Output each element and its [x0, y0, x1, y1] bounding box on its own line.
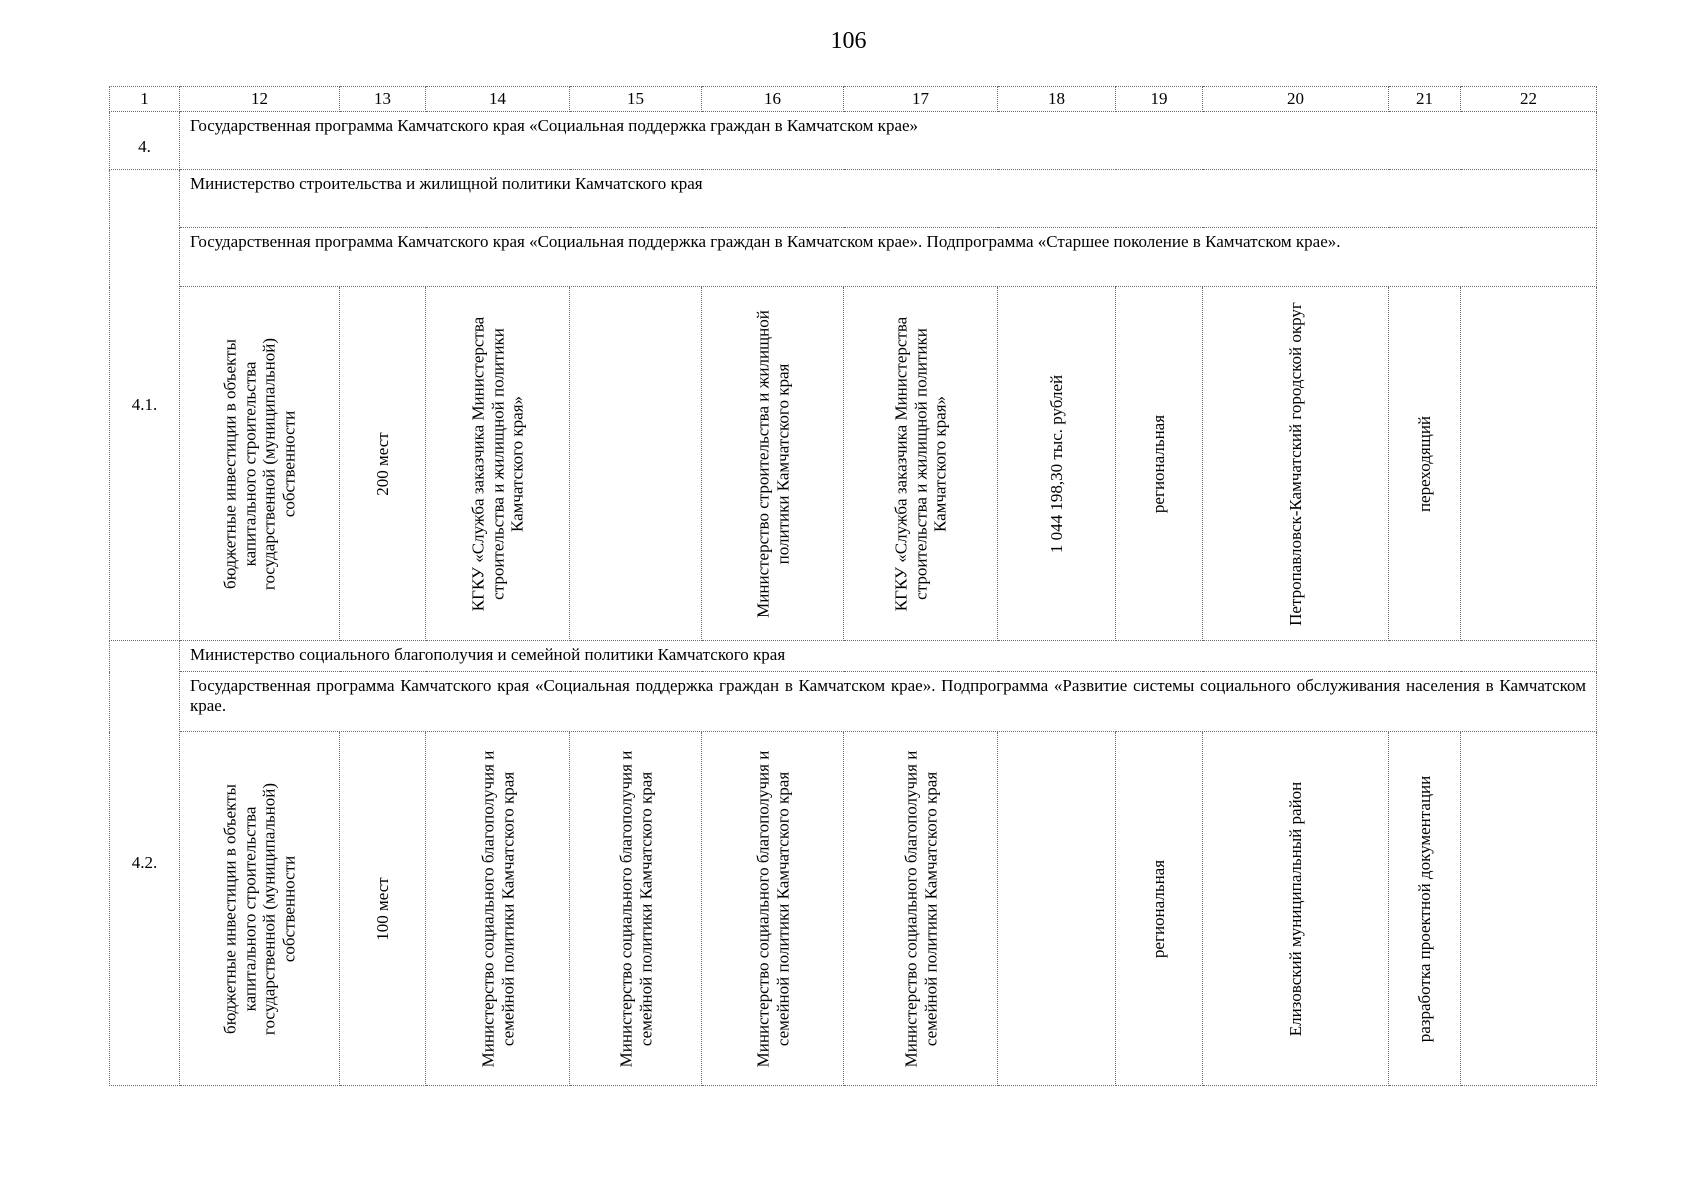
capacity: 100 мест [372, 876, 392, 941]
row-number: 4.1. [110, 170, 180, 641]
customer: Министерство социального благополучия и семейной политики Камчатского края [477, 750, 517, 1067]
subprogram-title: Государственная программа Камчатского края «Социальная поддержка граждан в Камчатском крае». Подпрограмма «Старшее поколение в Камчатском крае». [180, 228, 1597, 287]
level: региональная [1149, 414, 1169, 513]
header-cell: 14 [426, 87, 570, 112]
investment-type: бюджетные инвестиции в объекты капитального строительства государственной (муниципальной) собственности [220, 337, 299, 590]
investment-type: бюджетные инвестиции в объекты капитального строительства государственной (муниципальной) собственности [220, 782, 299, 1035]
row-number: 4.2. [110, 641, 180, 1086]
level-cell [1116, 287, 1203, 641]
table-row [110, 287, 1597, 641]
developer-cell [844, 732, 998, 1086]
responsible-cell [702, 732, 844, 1086]
page-number: 106 [830, 28, 867, 54]
program-row [110, 112, 1597, 170]
header-cell: 19 [1116, 87, 1203, 112]
col22-cell [1461, 287, 1597, 641]
capacity-cell [340, 732, 426, 1086]
header-cell: 12 [180, 87, 340, 112]
ministry-row [110, 170, 1597, 228]
header-cell: 16 [702, 87, 844, 112]
cost-cell [998, 732, 1116, 1086]
investment-type-cell [180, 732, 340, 1086]
cost: 1 044 198,30 тыс. рублей [1046, 374, 1066, 553]
header-cell: 22 [1461, 87, 1597, 112]
level-cell [1116, 732, 1203, 1086]
header-cell: 15 [570, 87, 702, 112]
col15-cell [570, 732, 702, 1086]
responsible: Министерство социального благополучия и семейной политики Камчатского края [752, 750, 792, 1067]
status: переходящий [1414, 415, 1434, 512]
subprogram-title: Государственная программа Камчатского края «Социальная поддержка граждан в Камчатском крае». Подпрограмма «Развитие системы социального обслуживания населения в Камчатском крае. [180, 672, 1597, 732]
location-cell [1203, 287, 1389, 641]
capacity-cell [340, 287, 426, 641]
status-cell [1389, 732, 1461, 1086]
header-cell: 20 [1203, 87, 1389, 112]
location: Елизовский муниципальный район [1285, 781, 1305, 1036]
developer-cell [844, 287, 998, 641]
developer: Министерство социального благополучия и семейной политики Камчатского края [900, 750, 940, 1067]
level: региональная [1149, 859, 1169, 958]
ministry-row [110, 641, 1597, 672]
developer: КГКУ «Служба заказчика Министерства строительства и жилищной политики Камчатского края» [890, 316, 950, 611]
subprogram-row [110, 672, 1597, 732]
customer: КГКУ «Служба заказчика Министерства строительства и жилищной политики Камчатского края» [467, 316, 527, 611]
cost-cell [998, 287, 1116, 641]
location: Петропавловск-Камчатский городской округ [1285, 301, 1305, 626]
header-cell: 21 [1389, 87, 1461, 112]
subprogram-row [110, 228, 1597, 287]
col15-cell [570, 287, 702, 641]
status-cell [1389, 287, 1461, 641]
location-cell [1203, 732, 1389, 1086]
responsible-cell [702, 287, 844, 641]
capacity: 200 мест [372, 431, 392, 496]
ministry-name: Министерство строительства и жилищной политики Камчатского края [180, 170, 1597, 228]
col15-value: Министерство социального благополучия и семейной политики Камчатского края [615, 750, 655, 1067]
customer-cell [426, 732, 570, 1086]
header-row [110, 87, 1597, 112]
header-cell: 17 [844, 87, 998, 112]
col22-cell [1461, 732, 1597, 1086]
investment-type-cell [180, 287, 340, 641]
status: разработка проектной документации [1414, 775, 1434, 1042]
header-cell: 18 [998, 87, 1116, 112]
table-row [110, 732, 1597, 1086]
data-table [109, 86, 1597, 1086]
row-number: 4. [110, 112, 180, 170]
ministry-name: Министерство социального благополучия и семейной политики Камчатского края [180, 641, 1597, 672]
header-cell: 1 [110, 87, 180, 112]
customer-cell [426, 287, 570, 641]
header-cell: 13 [340, 87, 426, 112]
program-title: Государственная программа Камчатского края «Социальная поддержка граждан в Камчатском крае» [180, 112, 1597, 170]
responsible: Министерство строительства и жилищной политики Камчатского края [752, 309, 792, 618]
